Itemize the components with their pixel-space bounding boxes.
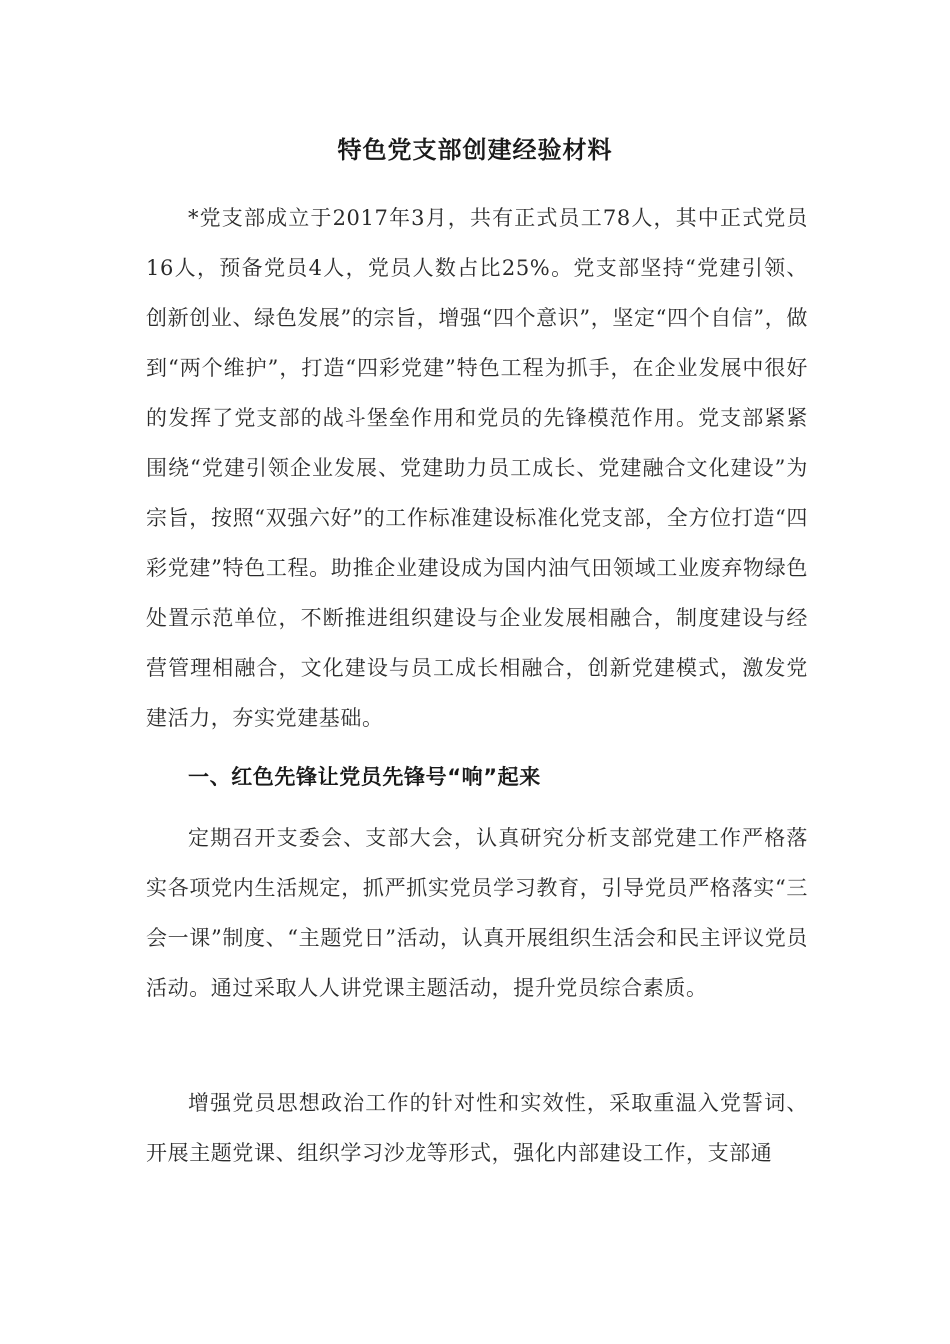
paragraph-meetings: 定期召开支委会、支部大会，认真研究分析支部党建工作严格落实各项党内生活规定，抓严抓实党员学习教育，引导党员严格落实“三会一课”制度、“主题党日”活动，认真开展组织生活会和民主评议党员活动。通过采取人人讲党课主题活动，提升党员综合素质。 [146,826,808,1000]
document-title: 特色党支部创建经验材料 [337,136,613,164]
section-heading: 一、红色先锋让党员先锋号“响”起来 [188,765,541,789]
paragraph-intro: *党支部成立于2017年3月，共有正式员工78人，其中正式党员16人，预备党员4人，党员人数占比25%。党支部坚持“党建引领、创新创业、绿色发展”的宗旨，增强“四个意识”，坚定“四个自信”，做到“两个维护”，打造“四彩党建”特色工程为抓手，在企业发展中很好的发挥了党支部的战斗堡垒作用和党员的先锋模范作用。党支部紧紧围绕“党建引领企业发展、党建助力员工成长、党建融合文化建设”为宗旨，按照“双强六好”的工作标准建设标准化党支部，全方位打造“四彩党建”特色工程。助推企业建设成为国内油气田领域工业废弃物绿色处置示范单位，不断推进组织建设与企业发展相融合，制度建设与经营管理相融合，文化建设与员工成长相融合，创新党建模式，激发党建活力，夯实党建基础。 [146,206,808,730]
paragraph-political-work: 增强党员思想政治工作的针对性和实效性，采取重温入党誓词、开展主题党课、组织学习沙龙等形式，强化内部建设工作，支部通 [146,1091,808,1165]
